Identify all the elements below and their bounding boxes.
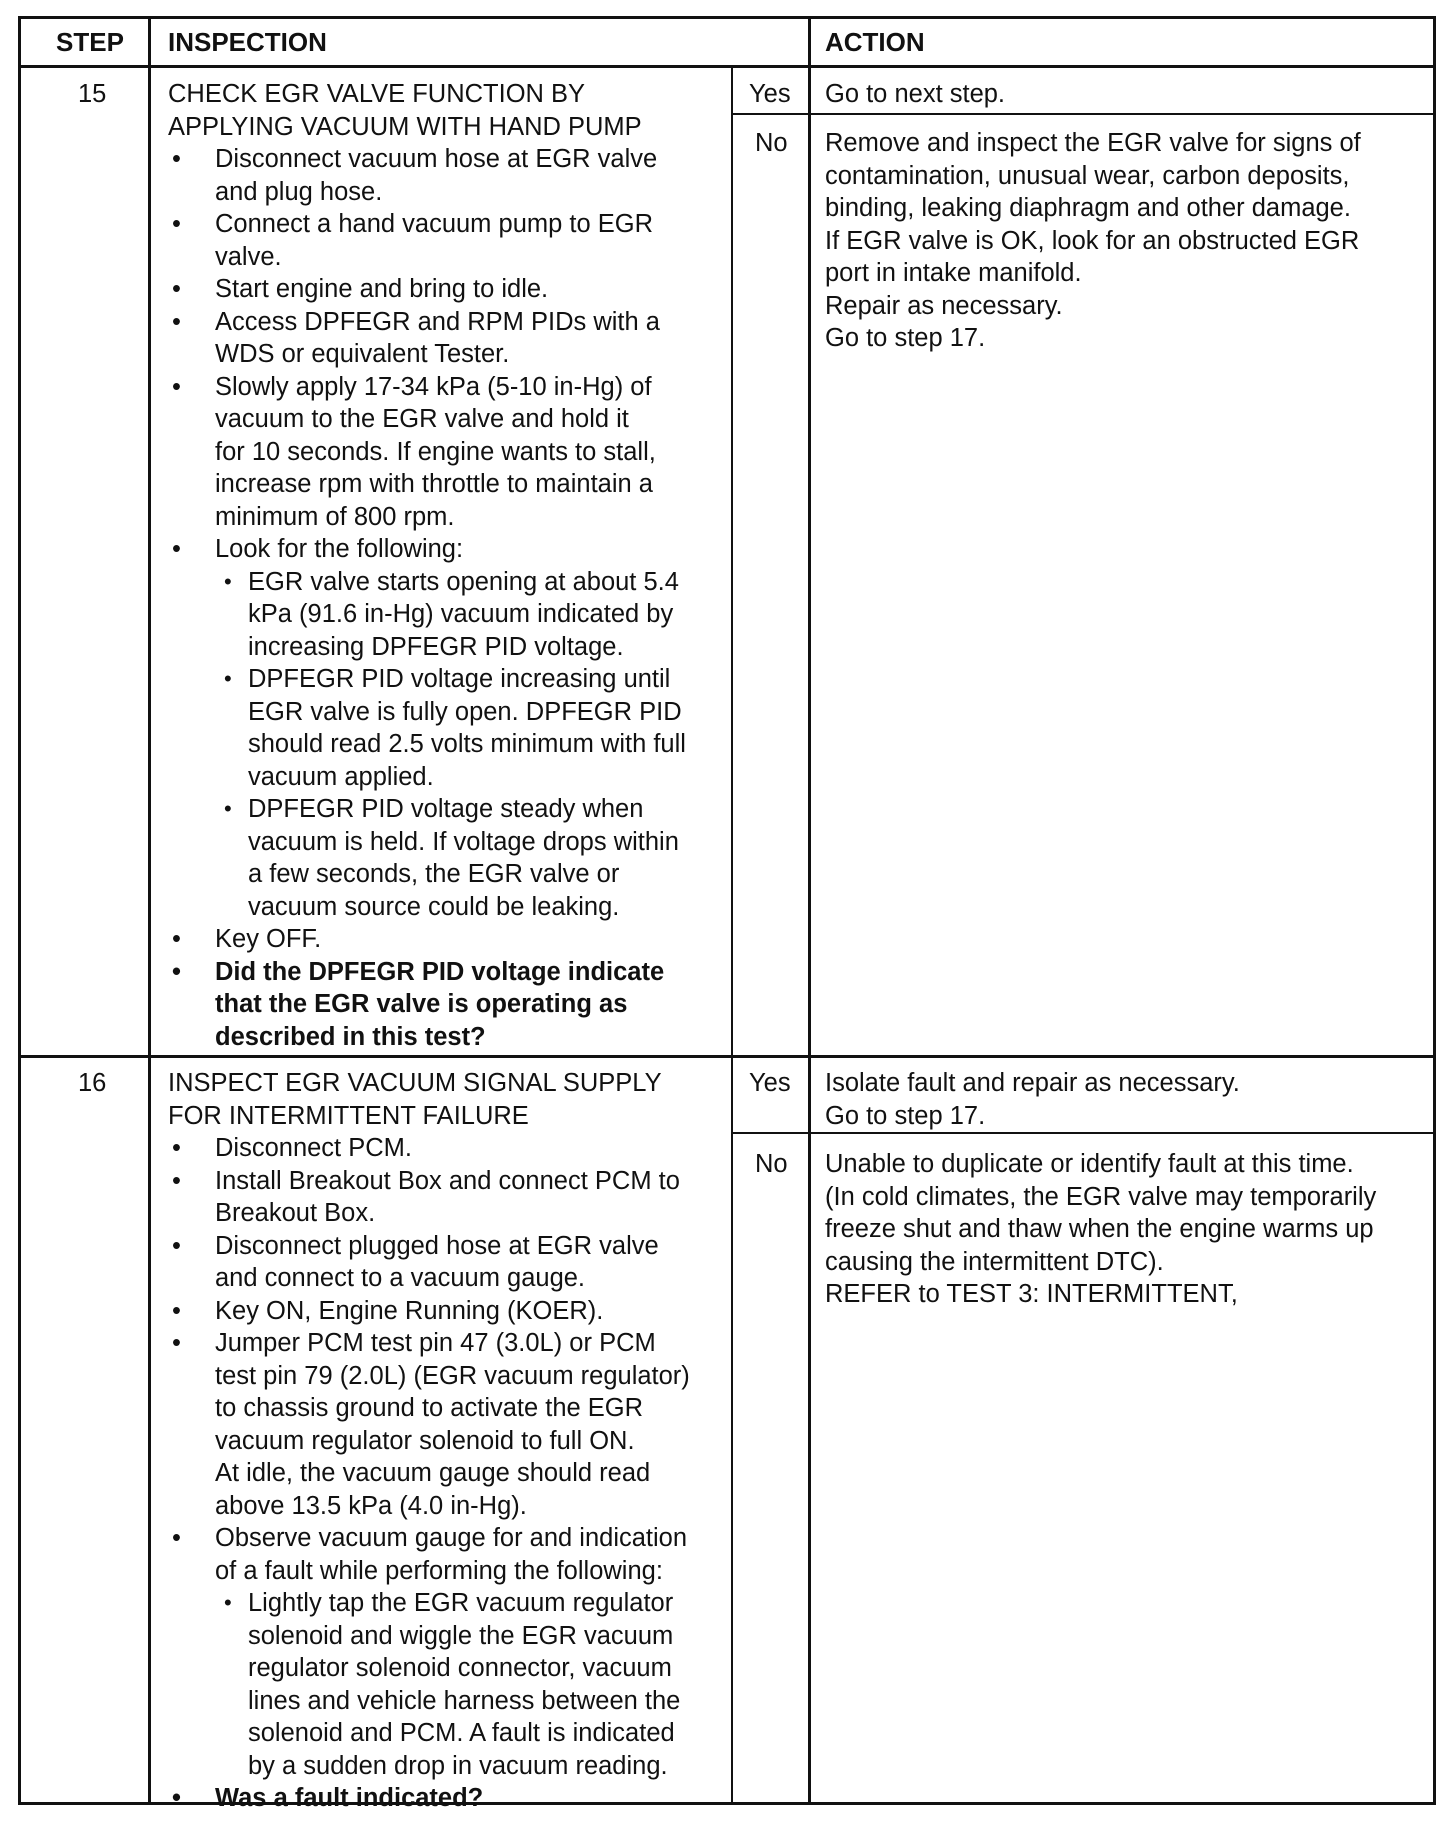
row15-subbullet-line: EGR valve is fully open. DPFEGR PID <box>248 697 682 726</box>
row16-no-label: No <box>755 1150 788 1178</box>
row15-step-number: 15 <box>78 80 107 108</box>
row15-title-line: CHECK EGR VALVE FUNCTION BY <box>168 80 586 108</box>
row16-bullet-line: • Disconnect plugged hose at EGR valve <box>215 1230 659 1263</box>
row15-bullet-line: • Slowly apply 17-34 kPa (5-10 in-Hg) of <box>215 371 652 404</box>
step-column-divider <box>148 16 151 1805</box>
yesno-column-divider-left <box>731 65 733 1805</box>
row16-bullet-line: and connect to a vacuum gauge. <box>215 1264 586 1292</box>
row16-bullet-line: • Jumper PCM test pin 47 (3.0L) or PCM <box>215 1327 656 1360</box>
row15-subbullet-line: increasing DPFEGR PID voltage. <box>248 632 624 661</box>
action-column-divider <box>808 16 811 1805</box>
row16-subbullet-line: by a sudden drop in vacuum reading. <box>248 1751 668 1780</box>
row16-bullet-line: • Install Breakout Box and connect PCM to <box>215 1165 680 1198</box>
row15-no-action-line: binding, leaking diaphragm and other damage. <box>825 194 1351 222</box>
row15-bullet-line: • Start engine and bring to idle. <box>215 273 548 306</box>
header-inspection: INSPECTION <box>168 27 327 57</box>
row16-bullet-line: to chassis ground to activate the EGR <box>215 1394 644 1422</box>
row15-subbullet-line: • DPFEGR PID voltage steady when <box>248 793 643 826</box>
header-action: ACTION <box>825 27 925 57</box>
row16-bullet-line: vacuum regulator solenoid to full ON. <box>215 1426 635 1455</box>
row15-no-label: No <box>755 129 788 157</box>
row15-question-line: that the EGR valve is operating as <box>215 990 628 1018</box>
row16-subbullet-line: solenoid and wiggle the EGR vacuum <box>248 1621 674 1650</box>
row15-no-action-line: Remove and inspect the EGR valve for signs of <box>825 129 1361 157</box>
row15-bullet-line: WDS or equivalent Tester. <box>215 340 510 368</box>
row16-no-action-line: REFER to TEST 3: INTERMITTENT, <box>825 1280 1238 1308</box>
row16-yes-no-divider <box>731 1132 1436 1134</box>
row15-bullet-line: increase rpm with throttle to maintain a <box>215 470 653 498</box>
row16-subbullet-line: • Lightly tap the EGR vacuum regulator <box>248 1587 673 1620</box>
row15-no-action-line: port in intake manifold. <box>825 259 1082 287</box>
row15-bullet-line: valve. <box>215 242 282 271</box>
row15-subbullet-line: kPa (91.6 in-Hg) vacuum indicated by <box>248 600 674 628</box>
row15-yes-label: Yes <box>749 80 791 108</box>
header-step: STEP <box>56 27 124 57</box>
row15-bullet-line: • Disconnect vacuum hose at EGR valve <box>215 143 657 176</box>
row15-question-line: • Did the DPFEGR PID voltage indicate <box>215 956 664 989</box>
row15-bullet-line: • Connect a hand vacuum pump to EGR <box>215 208 653 241</box>
table-border-left <box>18 16 21 1805</box>
row16-subbullet-line: solenoid and PCM. A fault is indicated <box>248 1719 675 1747</box>
row15-yes-no-divider <box>731 113 1436 115</box>
row15-subbullet-line: vacuum source could be leaking. <box>248 892 620 921</box>
row15-subbullet-line: • DPFEGR PID voltage increasing until <box>248 663 670 696</box>
row16-bullet-line: • Disconnect PCM. <box>215 1132 412 1165</box>
row16-bullet-line: above 13.5 kPa (4.0 in-Hg). <box>215 1491 527 1520</box>
row15-yes-action-line: Go to next step. <box>825 80 1006 108</box>
row15-subbullet-line: vacuum is held. If voltage drops within <box>248 827 679 856</box>
row16-title-line: INSPECT EGR VACUUM SIGNAL SUPPLY <box>168 1069 662 1097</box>
row15-bullet-line: • Look for the following: <box>215 533 463 566</box>
row16-title-line: FOR INTERMITTENT FAILURE <box>168 1101 529 1130</box>
row15-bullet-line: • Key OFF. <box>215 923 321 956</box>
row16-bullet-line: At idle, the vacuum gauge should read <box>215 1459 651 1487</box>
row16-no-action-line: (In cold climates, the EGR valve may temporarily <box>825 1182 1377 1211</box>
row15-title-line: APPLYING VACUUM WITH HAND PUMP <box>168 112 642 141</box>
row16-yes-label: Yes <box>749 1069 791 1097</box>
row16-question-line: • Was a fault indicated? <box>215 1782 483 1815</box>
row15-no-action-line: Go to step 17. <box>825 324 986 352</box>
row16-step-number: 16 <box>78 1069 107 1097</box>
header-divider <box>18 65 1436 68</box>
row16-yes-action-line: Isolate fault and repair as necessary. <box>825 1069 1240 1097</box>
row-divider <box>18 1055 1436 1058</box>
row15-bullet-line: and plug hose. <box>215 177 383 206</box>
row16-yes-action-line: Go to step 17. <box>825 1101 986 1130</box>
row16-no-action-line: Unable to duplicate or identify fault at this time. <box>825 1150 1354 1178</box>
row16-no-action-line: causing the intermittent DTC). <box>825 1247 1164 1276</box>
row15-subbullet-line: should read 2.5 volts minimum with full <box>248 730 686 758</box>
row16-bullet-line: test pin 79 (2.0L) (EGR vacuum regulator) <box>215 1361 690 1390</box>
row16-bullet-line: of a fault while performing the following: <box>215 1556 663 1585</box>
row15-subbullet-line: vacuum applied. <box>248 762 434 791</box>
row16-no-action-line: freeze shut and thaw when the engine warms up <box>825 1215 1374 1243</box>
row15-bullet-line: for 10 seconds. If engine wants to stall, <box>215 437 656 466</box>
row16-bullet-line: • Observe vacuum gauge for and indication <box>215 1522 687 1555</box>
row15-bullet-line: vacuum to the EGR valve and hold it <box>215 405 629 433</box>
row15-no-action-line: If EGR valve is OK, look for an obstructed EGR <box>825 226 1360 255</box>
row15-no-action-line: Repair as necessary. <box>825 291 1063 320</box>
row15-no-action-line: contamination, unusual wear, carbon deposits, <box>825 161 1350 190</box>
row16-bullet-line: • Key ON, Engine Running (KOER). <box>215 1295 603 1328</box>
row16-subbullet-line: lines and vehicle harness between the <box>248 1686 681 1715</box>
row15-question-line: described in this test? <box>215 1022 486 1051</box>
row15-bullet-line: minimum of 800 rpm. <box>215 502 455 531</box>
row15-bullet-line: • Access DPFEGR and RPM PIDs with a <box>215 306 660 339</box>
row16-bullet-line: Breakout Box. <box>215 1199 376 1227</box>
row15-subbullet-line: • EGR valve starts opening at about 5.4 <box>248 566 679 599</box>
row15-subbullet-line: a few seconds, the EGR valve or <box>248 860 620 888</box>
table-border-right <box>1433 16 1436 1805</box>
row16-subbullet-line: regulator solenoid connector, vacuum <box>248 1654 672 1682</box>
table-border-top <box>18 16 1436 19</box>
